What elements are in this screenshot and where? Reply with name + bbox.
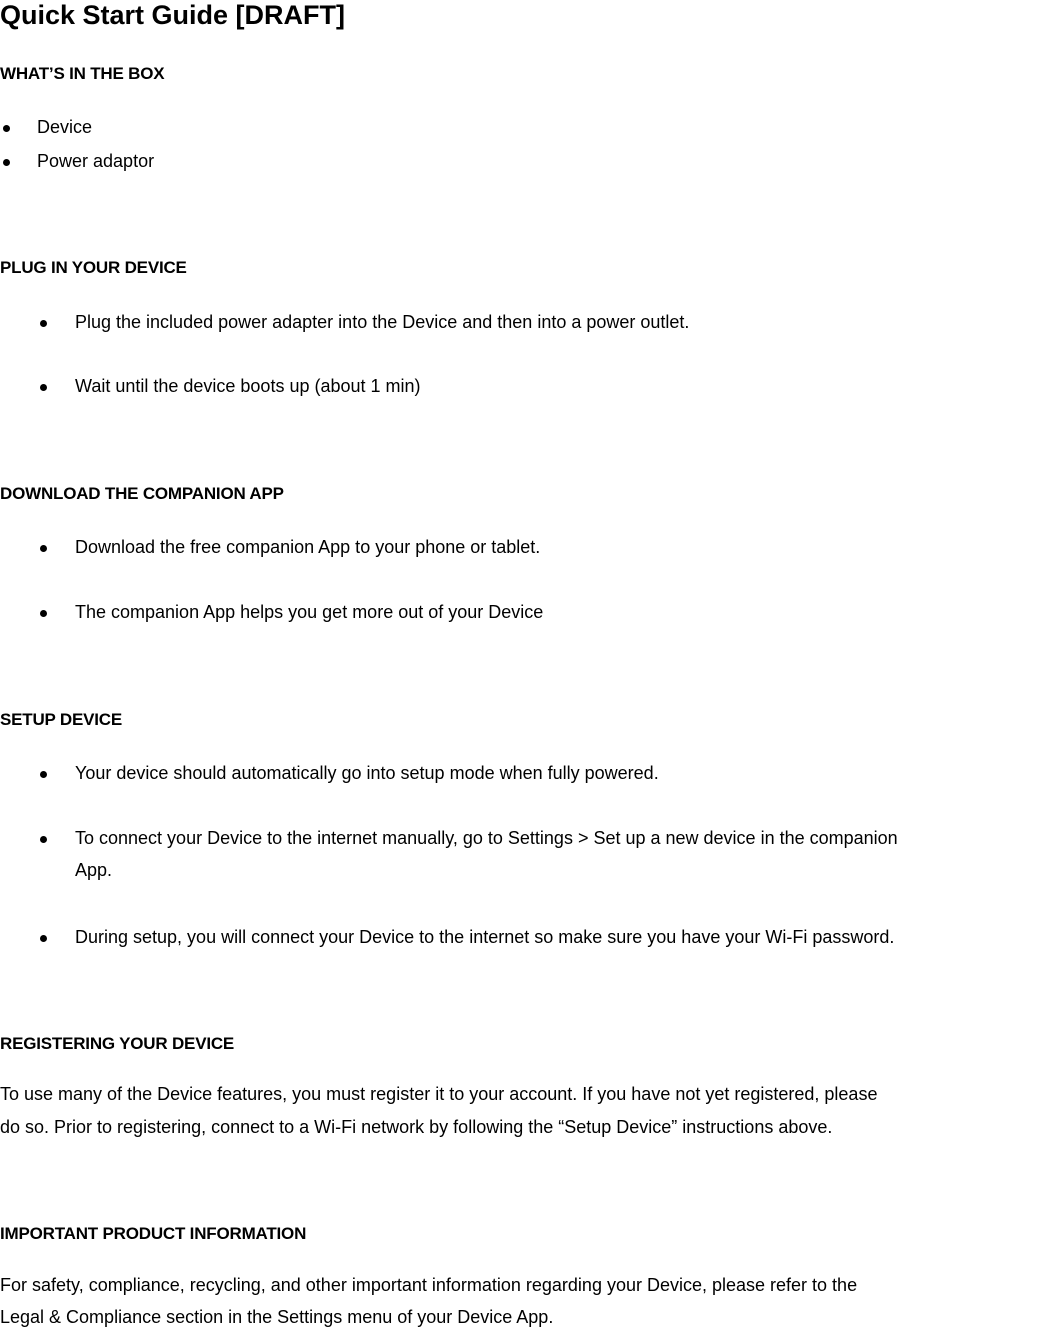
paragraph-line: To use many of the Device features, you must register it to your account. If you have not yet registered, please — [0, 1084, 878, 1104]
bullet-icon — [3, 125, 10, 132]
list-item: Power adaptor — [37, 151, 155, 171]
bullet-icon — [40, 320, 47, 327]
section-heading-download: DOWNLOAD THE COMPANION APP — [0, 484, 284, 503]
bullet-icon — [40, 836, 47, 843]
section-heading-plug: PLUG IN YOUR DEVICE — [0, 258, 187, 277]
paragraph-line: For safety, compliance, recycling, and other important information regarding your Device, please refer to the — [0, 1275, 858, 1295]
list-item: Wait until the device boots up (about 1 min) — [75, 376, 421, 396]
bullet-icon — [40, 384, 47, 391]
list-item: Plug the included power adapter into the Device and then into a power outlet. — [75, 312, 690, 332]
page-title: Quick Start Guide [DRAFT] — [0, 0, 346, 30]
list-item: To connect your Device to the internet manually, go to Settings > Set up a new device in the companion — [75, 828, 898, 848]
list-item: Your device should automatically go into setup mode when fully powered. — [75, 763, 659, 783]
section-heading-setup: SETUP DEVICE — [0, 710, 122, 729]
bullet-icon — [40, 771, 47, 778]
bullet-icon — [40, 545, 47, 552]
paragraph-line: Legal & Compliance section in the Settings menu of your Device App. — [0, 1307, 554, 1327]
section-heading-info: IMPORTANT PRODUCT INFORMATION — [0, 1224, 307, 1243]
list-item: During setup, you will connect your Device to the internet so make sure you have your Wi-Fi password. — [75, 927, 895, 947]
list-item-continuation: App. — [75, 860, 113, 880]
list-item: Download the free companion App to your phone or tablet. — [75, 537, 541, 557]
section-heading-box: WHAT’S IN THE BOX — [0, 64, 165, 83]
section-heading-register: REGISTERING YOUR DEVICE — [0, 1034, 235, 1053]
bullet-icon — [3, 159, 10, 166]
bullet-icon — [40, 935, 47, 942]
paragraph-line: do so. Prior to registering, connect to a Wi-Fi network by following the “Setup Device” instructions above. — [0, 1117, 833, 1137]
list-item: Device — [37, 117, 93, 137]
list-item: The companion App helps you get more out of your Device — [75, 602, 544, 622]
bullet-icon — [40, 610, 47, 617]
